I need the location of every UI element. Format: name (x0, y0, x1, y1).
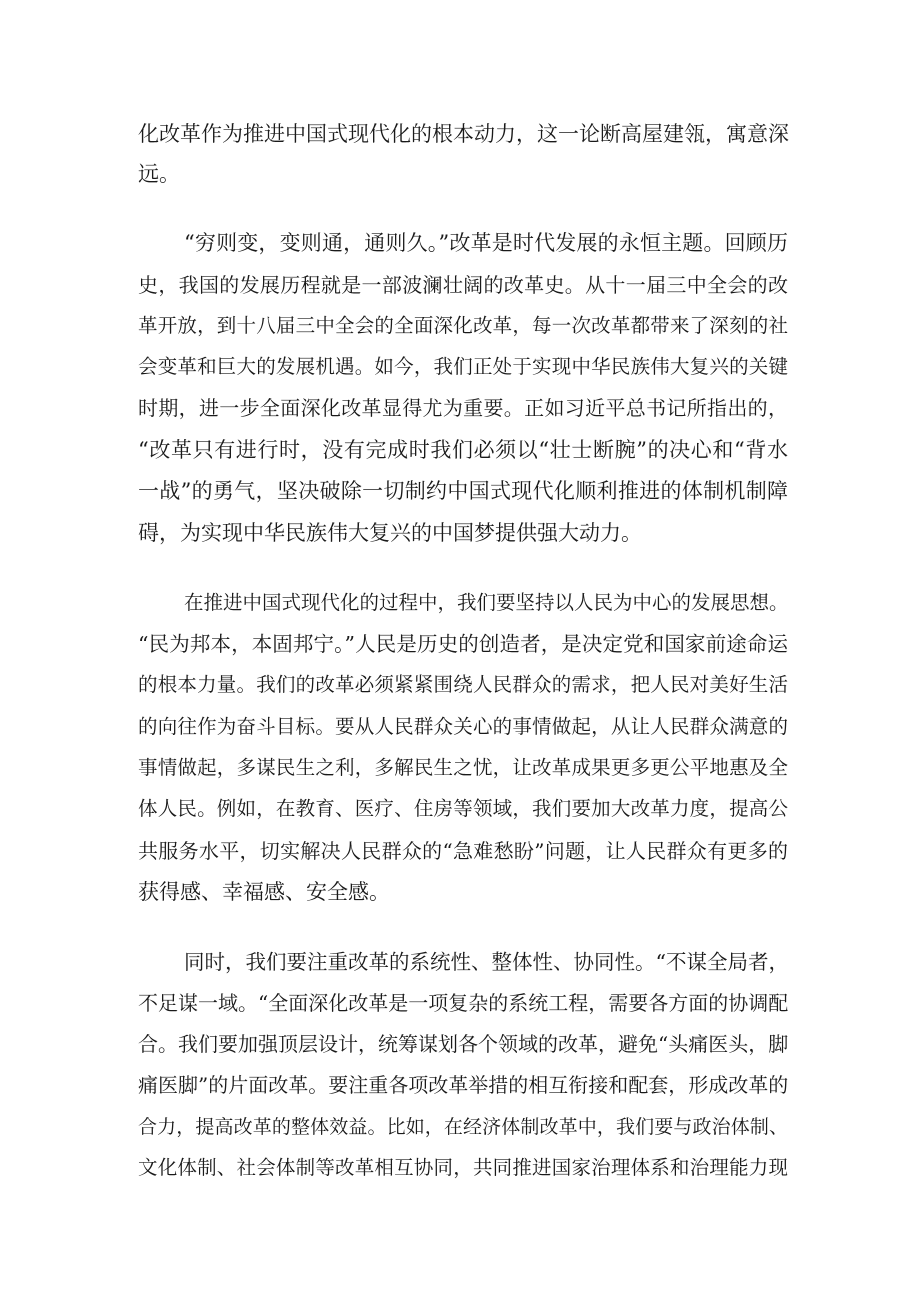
body-text-line: 一战”的勇气，坚决破除一切制约中国式现代化顺利推进的体制机制障 (138, 479, 788, 503)
body-text-line: 文化体制、社会体制等改革相互协同，共同推进国家治理体系和治理能力现 (138, 1156, 788, 1179)
body-text-line: 痛医脚”的片面改革。要注重各项改革举措的相互衔接和配套，形成改革的 (138, 1073, 789, 1097)
body-text-line: 事情做起，多谋民生之利，多解民生之忧，让改革成果更多更公平地惠及全 (138, 756, 788, 779)
body-text-line: 的向往作为奋斗目标。要从人民群众关心的事情做起，从让人民群众满意的 (138, 715, 788, 738)
body-text-line: 史，我国的发展历程就是一部波澜壮阔的改革史。从十一届三中全会的改 (138, 273, 788, 297)
body-text-line: 合力，提高改革的整体效益。比如，在经济体制改革中，我们要与政治体制、 (138, 1116, 788, 1138)
body-text-line: 不足谋一域。“全面深化改革是一项复杂的系统工程，需要各方面的协调配 (138, 991, 789, 1015)
body-text-line: “改革只有进行时，没有完成时我们必须以“壮士断腕”的决心和“背水 (138, 438, 788, 462)
body-text-line: “民为邦本，本固邦宁。”人民是历史的创造者，是决定党和国家前途命运 (138, 632, 788, 656)
body-text-line: 获得感、幸福感、安全感。 (138, 880, 390, 904)
body-text-line: 的根本力量。我们的改革必须紧紧围绕人民群众的需求，把人民对美好生活 (138, 673, 788, 696)
body-text-line: 时期，进一步全面深化改革显得尤为重要。正如习近平总书记所指出的， (138, 396, 788, 420)
body-text-line: 体人民。例如，在教育、医疗、住房等领域，我们要加大改革力度，提高公 (138, 797, 788, 820)
body-text-line: 合。我们要加强顶层设计，统筹谋划各个领域的改革，避免“头痛医头，脚 (138, 1032, 789, 1056)
body-text-line: 在推进中国式现代化的过程中，我们要坚持以人民为中心的发展思想。 (184, 591, 789, 614)
body-text-line: 共服务水平，切实解决人民群众的“急难愁盼”问题，让人民群众有更多的 (138, 839, 788, 863)
body-text-line: 同时，我们要注重改革的系统性、整体性、协同性。“不谋全局者， (184, 950, 789, 974)
body-text-line: 化改革作为推进中国式现代化的根本动力，这一论断高屋建瓴，寓意深 (138, 122, 789, 146)
body-text-line: 会变革和巨大的发展机遇。如今，我们正处于实现中华民族伟大复兴的关键 (138, 355, 788, 378)
body-text-line: 远。 (138, 162, 180, 186)
body-text-line: 革开放，到十八届三中全会的全面深化改革，每一次改革都带来了深刻的社 (138, 314, 788, 337)
body-text-line: 碍，为实现中华民族伟大复兴的中国梦提供强大动力。 (138, 521, 642, 545)
body-text-line: “穷则变，变则通，通则久。”改革是时代发展的永恒主题。回顾历 (184, 231, 788, 255)
